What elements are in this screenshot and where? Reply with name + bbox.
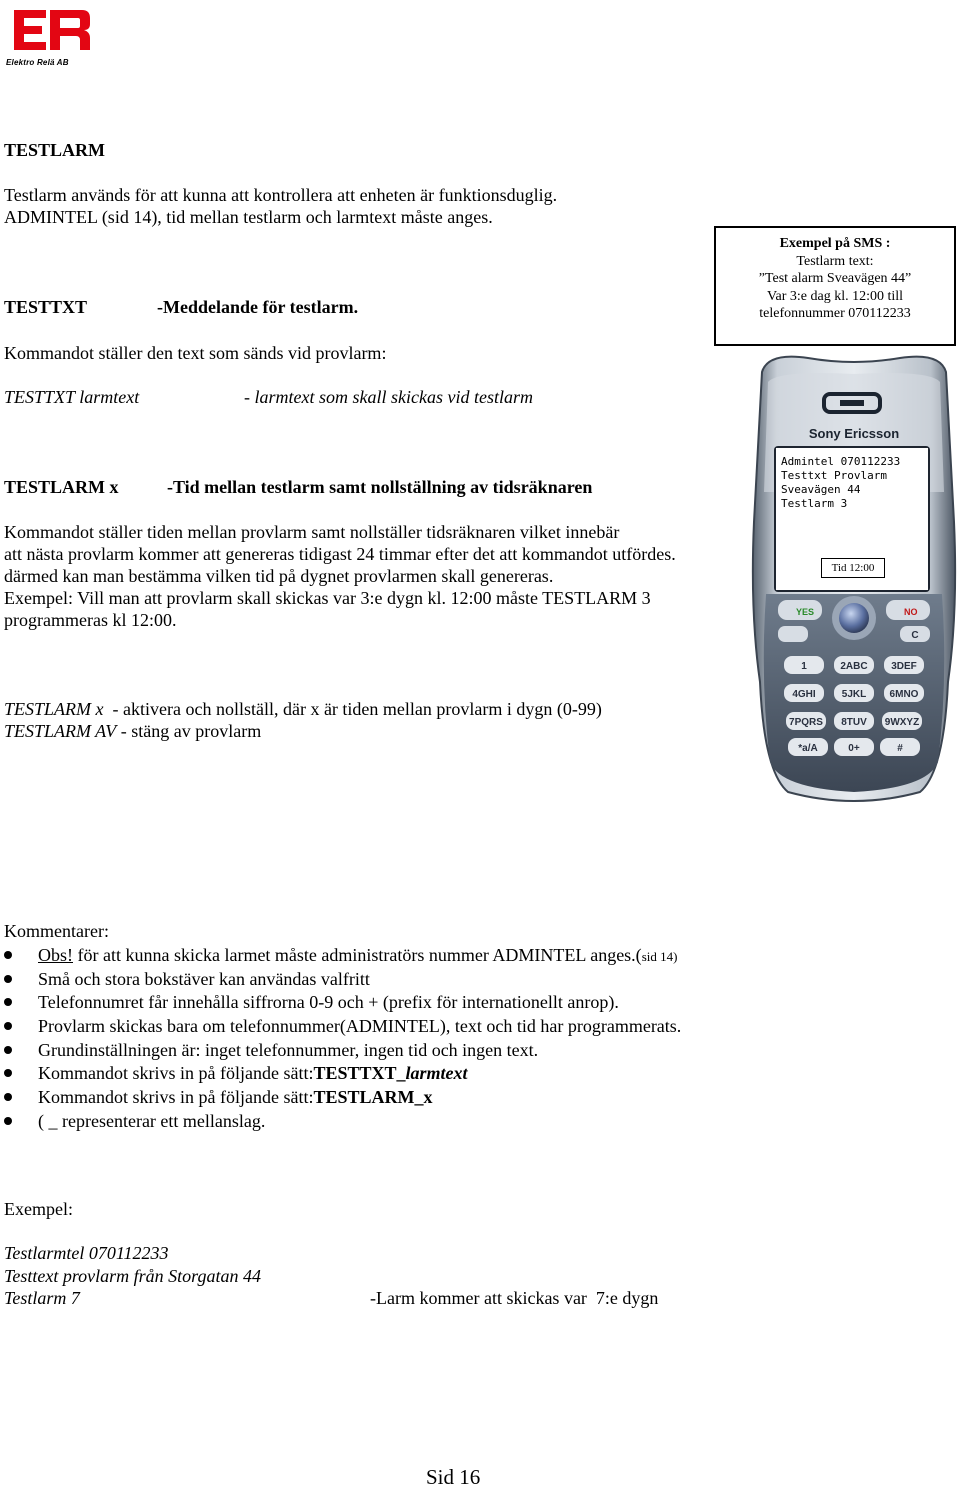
sms-example-line: Var 3:e dag kl. 12:00 till: [766, 288, 904, 304]
comment-item: [38, 1086, 433, 1108]
comment-text: Kommandot skrivs in på följande sätt:: [38, 1063, 314, 1083]
svg-text:YES: YES: [796, 607, 815, 617]
comment-item: Små och stora bokstäver kan användas valfritt: [38, 969, 370, 989]
cmd-testlarm-av-desc: - stäng av provlarm: [116, 721, 262, 741]
example-line: Testlarm 7: [4, 1288, 80, 1308]
intro-line-2: ADMINTEL (sid 14), tid mellan testlarm och larmtext måste anges.: [4, 207, 493, 227]
comment-ref: sid 14): [641, 949, 678, 964]
cmd-testlarm-av: [4, 720, 261, 742]
comment-item: ( _ representerar ett mellanslag.: [38, 1111, 266, 1131]
sms-example-line: ”Test alarm Sveavägen 44”: [758, 271, 912, 286]
testtxt-desc: -Meddelande för testlarm.: [157, 297, 359, 317]
example-title: Exempel:: [4, 1199, 73, 1219]
comment-item: Telefonnumret får innehålla siffrorna 0-9 och + (prefix för internationellt anrop).: [38, 992, 619, 1012]
comment-command: TESTTXT_: [313, 1063, 406, 1083]
testlarm-para-line: att nästa provlarm kommer att genereras tidigast 24 timmar efter det att kommandot utfördes.: [4, 544, 676, 564]
example-line: Testtext provlarm från Storgatan 44: [4, 1266, 262, 1286]
testlarm-para-line: Exempel: Vill man att provlarm skall skickas var 3:e dygn kl. 12:00 måste TESTLARM 3: [4, 588, 651, 608]
comment-item: Grundinställningen är: inget telefonnummer, ingen tid och ingen text.: [38, 1040, 539, 1060]
logo-text: Elektro Relä AB: [6, 58, 69, 67]
phone-key-label: 2ABC: [840, 661, 868, 672]
testlarm-para-line: programmeras kl 12:00.: [4, 610, 177, 630]
bullet-icon: [4, 1117, 12, 1125]
comment-command: TESTLARM_x: [313, 1087, 433, 1107]
comment-command-arg: larmtext: [405, 1063, 468, 1083]
lcd-line-testlarm: Testlarm 3: [781, 497, 848, 510]
comment-item: [38, 944, 677, 968]
phone-key-label: #: [897, 743, 903, 754]
phone-key-label: 7PQRS: [789, 717, 823, 728]
comment-item: Provlarm skickas bara om telefonnummer(ADMINTEL), text och tid har programmerats.: [38, 1016, 682, 1036]
intro-line-1: Testlarm används för att kunna att kontrollera att enheten är funktionsduglig.: [4, 185, 558, 205]
phone-key-label: 1: [801, 661, 807, 672]
sms-example-box: [714, 226, 956, 346]
bullet-icon: [4, 1093, 12, 1101]
cmd-testlarm-x-desc: - aktivera och nollställ, där x är tiden mellan provlarm i dygn (0-99): [103, 699, 602, 719]
testlarm-para-line: därmed kan man bestämma vilken tid på dygnet provlarmen skall genereras.: [4, 566, 554, 586]
lcd-line-admintel: Admintel 070112233: [781, 455, 901, 468]
comments-title: Kommentarer:: [4, 921, 109, 941]
page-number: Sid 16: [426, 1465, 481, 1489]
testlarm-x-label: TESTLARM x: [4, 477, 119, 497]
example-line: Testlarmtel 070112233: [4, 1243, 169, 1263]
cmd-testlarm-av-name: TESTLARM AV: [4, 721, 117, 741]
svg-text:NO: NO: [904, 607, 918, 617]
lcd-line-address: Sveavägen 44: [781, 483, 861, 496]
bullet-icon: [4, 975, 12, 983]
svg-text:Sony Ericsson: Sony Ericsson: [808, 426, 900, 441]
obs-label: Obs!: [38, 945, 73, 965]
phone-key-label: 8TUV: [841, 717, 867, 728]
testlarm-para-line: Kommandot ställer tiden mellan provlarm samt nollställer tidsräknaren vilket innebär: [4, 522, 620, 542]
example-note: -Larm kommer att skickas var 7:e dygn: [370, 1288, 659, 1308]
comment-text: Kommandot skrivs in på följande sätt:: [38, 1087, 314, 1107]
page-heading: TESTLARM: [4, 140, 106, 160]
phone-key-label: 0+: [848, 743, 860, 754]
testtxt-label: TESTTXT: [4, 297, 88, 317]
testtxt-syntax-desc: - larmtext som skall skickas vid testlarm: [244, 387, 533, 407]
bullet-icon: [4, 1046, 12, 1054]
sms-example-title: Exempel på SMS :: [779, 236, 891, 251]
testtxt-syntax: TESTTXT larmtext: [4, 387, 140, 407]
sms-example-line: telefonnummer 070112233: [759, 306, 911, 321]
comment-text: för att kunna skicka larmet måste administratörs nummer ADMINTEL anges.(: [73, 945, 642, 965]
sms-example-line: Testlarm text:: [796, 253, 874, 269]
testtxt-command-line: Kommandot ställer den text som sänds vid provlarm:: [4, 343, 387, 363]
phone-key-label: 5JKL: [841, 689, 867, 700]
svg-text:C: C: [911, 630, 919, 641]
bullet-icon: [4, 951, 12, 959]
comment-item: [38, 1062, 468, 1084]
phone-key-label: 3DEF: [891, 661, 917, 672]
bullet-icon: [4, 998, 12, 1006]
lcd-line-testtxt: Testtxt Provlarm: [781, 469, 887, 482]
bullet-icon: [4, 1022, 12, 1030]
lcd-tid-box: Tid 12:00: [821, 558, 885, 578]
phone-key-label: *a/A: [798, 743, 818, 754]
phone-key-label: 4GHI: [792, 689, 816, 700]
cmd-testlarm-x: [4, 698, 602, 720]
phone-key-label: 9WXYZ: [884, 717, 920, 728]
bullet-icon: [4, 1069, 12, 1077]
cmd-testlarm-x-name: TESTLARM x: [4, 699, 104, 719]
phone-key-label: 6MNO: [889, 689, 919, 700]
testlarm-x-desc: -Tid mellan testlarm samt nollställning av tidsräknaren: [167, 477, 593, 497]
